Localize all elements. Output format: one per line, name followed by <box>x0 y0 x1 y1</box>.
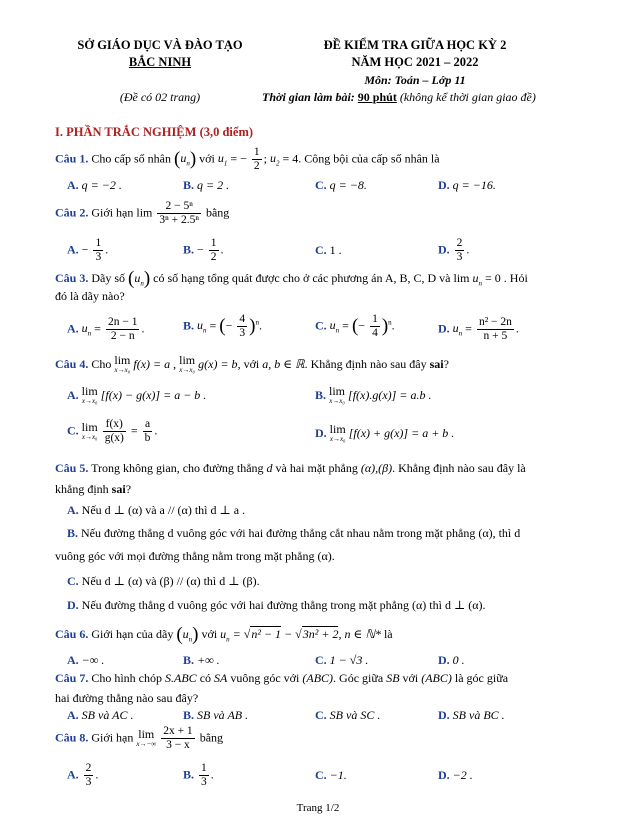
q4-option-b: B. lim x→x₀ [f(x).g(x)] = a.b . <box>315 384 432 405</box>
question-8: Câu 8. Giới hạn lim x→−∞ $\frac{2x + 1}{3 - x}$ bằng <box>55 725 224 751</box>
q5-option-d: D. Nếu đường thẳng d vuông góc với hai đường thẳng trong mặt phẳng (α) thì d ⊥ (α). <box>67 598 486 612</box>
q2-option-a: A. − $\frac{1}{3}$ . <box>67 237 109 263</box>
question-5: Câu 5. Trong không gian, cho đường thẳng d và hai mặt phẳng (α),(β). Khẳng định nào sau đây là <box>55 461 526 475</box>
q6-option-c: C. 1 − √3 . <box>315 653 369 667</box>
question-5-line2: khẳng định sai? <box>55 482 132 496</box>
question-4: Câu 4. Cho lim x→x₀ f(x) = a , lim x→x₀ g(x) = b, với a, b ∈ ℝ. Khẳng định nào sau đây sai? <box>55 353 449 374</box>
q1-option-d: D. q = −16. <box>438 178 496 192</box>
q3-option-c: C. $u_n$ = (− $\frac{1}{4}$ )$^n$. <box>315 313 395 339</box>
q3-option-a: A. $u_n$ = $\frac{2n - 1}{2 - n}$ . <box>67 316 145 342</box>
school-year: NĂM HỌC 2021 – 2022 <box>351 55 479 69</box>
exam-title: ĐỀ KIỂM TRA GIỮA HỌC KỲ 2 <box>323 38 507 52</box>
q8-option-d: D. −2 . <box>438 768 473 782</box>
q4-option-a: A. lim x→x₀ [f(x) − g(x)] = a − b . <box>67 384 207 405</box>
q6-option-d: D. 0 . <box>438 653 465 667</box>
q5-option-a: A. Nếu d ⊥ (α) và a // (α) thì d ⊥ a . <box>67 503 246 517</box>
question-3: Câu 3. Dãy số $(u_n)$ có số hạng tổng quát được cho ở các phương án A, B, C, D và $\lim u_n = 0$ . Hỏi <box>55 268 528 289</box>
q8-option-b: B. $\frac{1}{3}$ . <box>183 762 214 788</box>
pages-note: (Đề có 02 trang) <box>119 90 201 104</box>
q4-option-c: C. lim x→x₀ $\frac{f(x)}{g(x)}$ = $\frac{a}{b}$ . <box>67 418 158 444</box>
question-2: Câu 2. Giới hạn lim $\frac{\text{2 − 5ⁿ}}{\text{3ⁿ + 2.5ⁿ}}$ bằng <box>55 200 230 226</box>
q7-option-c: C. SB và SC . <box>315 708 381 722</box>
q3-option-b: B. $u_n$ = (− $\frac{4}{3}$ )$^n$. <box>183 313 262 339</box>
section-title: I. PHẦN TRẮC NGHIỆM (3,0 điểm) <box>55 125 254 139</box>
q2-option-c: C. 1 . <box>315 243 342 257</box>
q2-option-b: B. − $\frac{1}{2}$ . <box>183 237 224 263</box>
q7-option-b: B. SB và AB . <box>183 708 249 722</box>
q8-option-c: C. −1. <box>315 768 347 782</box>
q2-option-d: D. $\frac{2}{3}$ . <box>438 237 470 263</box>
province-name: BẮC NINH <box>128 55 192 69</box>
question-6: Câu 6. Giới hạn của dãy $(u_n)$ với $u_n = √n^2 - 1 - √3n^2 + 2$, n ∈ ℕ* là <box>55 624 393 645</box>
q1-option-c: C. q = −8. <box>315 178 367 192</box>
time-line: Thời gian làm bài: 90 phút (không kể thời gian giao đề) <box>262 90 536 104</box>
q4-option-d: D. lim x→x₀ [f(x) + g(x)] = a + b . <box>315 422 455 443</box>
question-1: Câu 1. Cho cấp số nhân $(u_n)$ với $u_1$ = − $\frac{1}{2}$ ; $u_2 = 4$. Công bội của cấp số nhân là <box>55 146 440 172</box>
question-7-line2: hai đường thẳng nào sau đây? <box>55 691 199 705</box>
q5-option-b: B. Nếu đường thẳng d vuông góc với hai đường thẳng cắt nhau nằm trong mặt phẳng (α), thì d <box>67 526 521 540</box>
department-name: SỞ GIÁO DỤC VÀ ĐÀO TẠO <box>77 38 243 52</box>
page-number: Trang 1/2 <box>296 802 340 814</box>
subject: Môn: Toán – Lớp 11 <box>364 73 466 87</box>
q6-option-a: A. −∞ . <box>67 653 105 667</box>
question-3-line2: đó là dãy nào? <box>55 289 125 303</box>
q5-option-c: C. Nếu d ⊥ (α) và (β) // (α) thì d ⊥ (β). <box>67 574 260 588</box>
q3-option-d: D. $u_n$ = $\frac{\text{n² − 2n}}{n + 5}$ . <box>438 316 519 342</box>
q6-option-b: B. +∞ . <box>183 653 220 667</box>
q7-option-d: D. SB và BC . <box>438 708 505 722</box>
q1-option-b: B. q = 2 . <box>183 178 230 192</box>
q1-option-a: A. q = −2 . <box>67 178 122 192</box>
q7-option-a: A. SB và AC . <box>67 708 134 722</box>
question-7: Câu 7. Cho hình chóp S.ABC có SA vuông góc với (ABC). Góc giữa SB với (ABC) là góc giữa <box>55 671 509 685</box>
q5-option-b-line2: vuông góc với mọi đường thẳng nằm trong mặt phẳng (α). <box>55 549 335 563</box>
q8-option-a: A. $\frac{2}{3}$ . <box>67 762 99 788</box>
